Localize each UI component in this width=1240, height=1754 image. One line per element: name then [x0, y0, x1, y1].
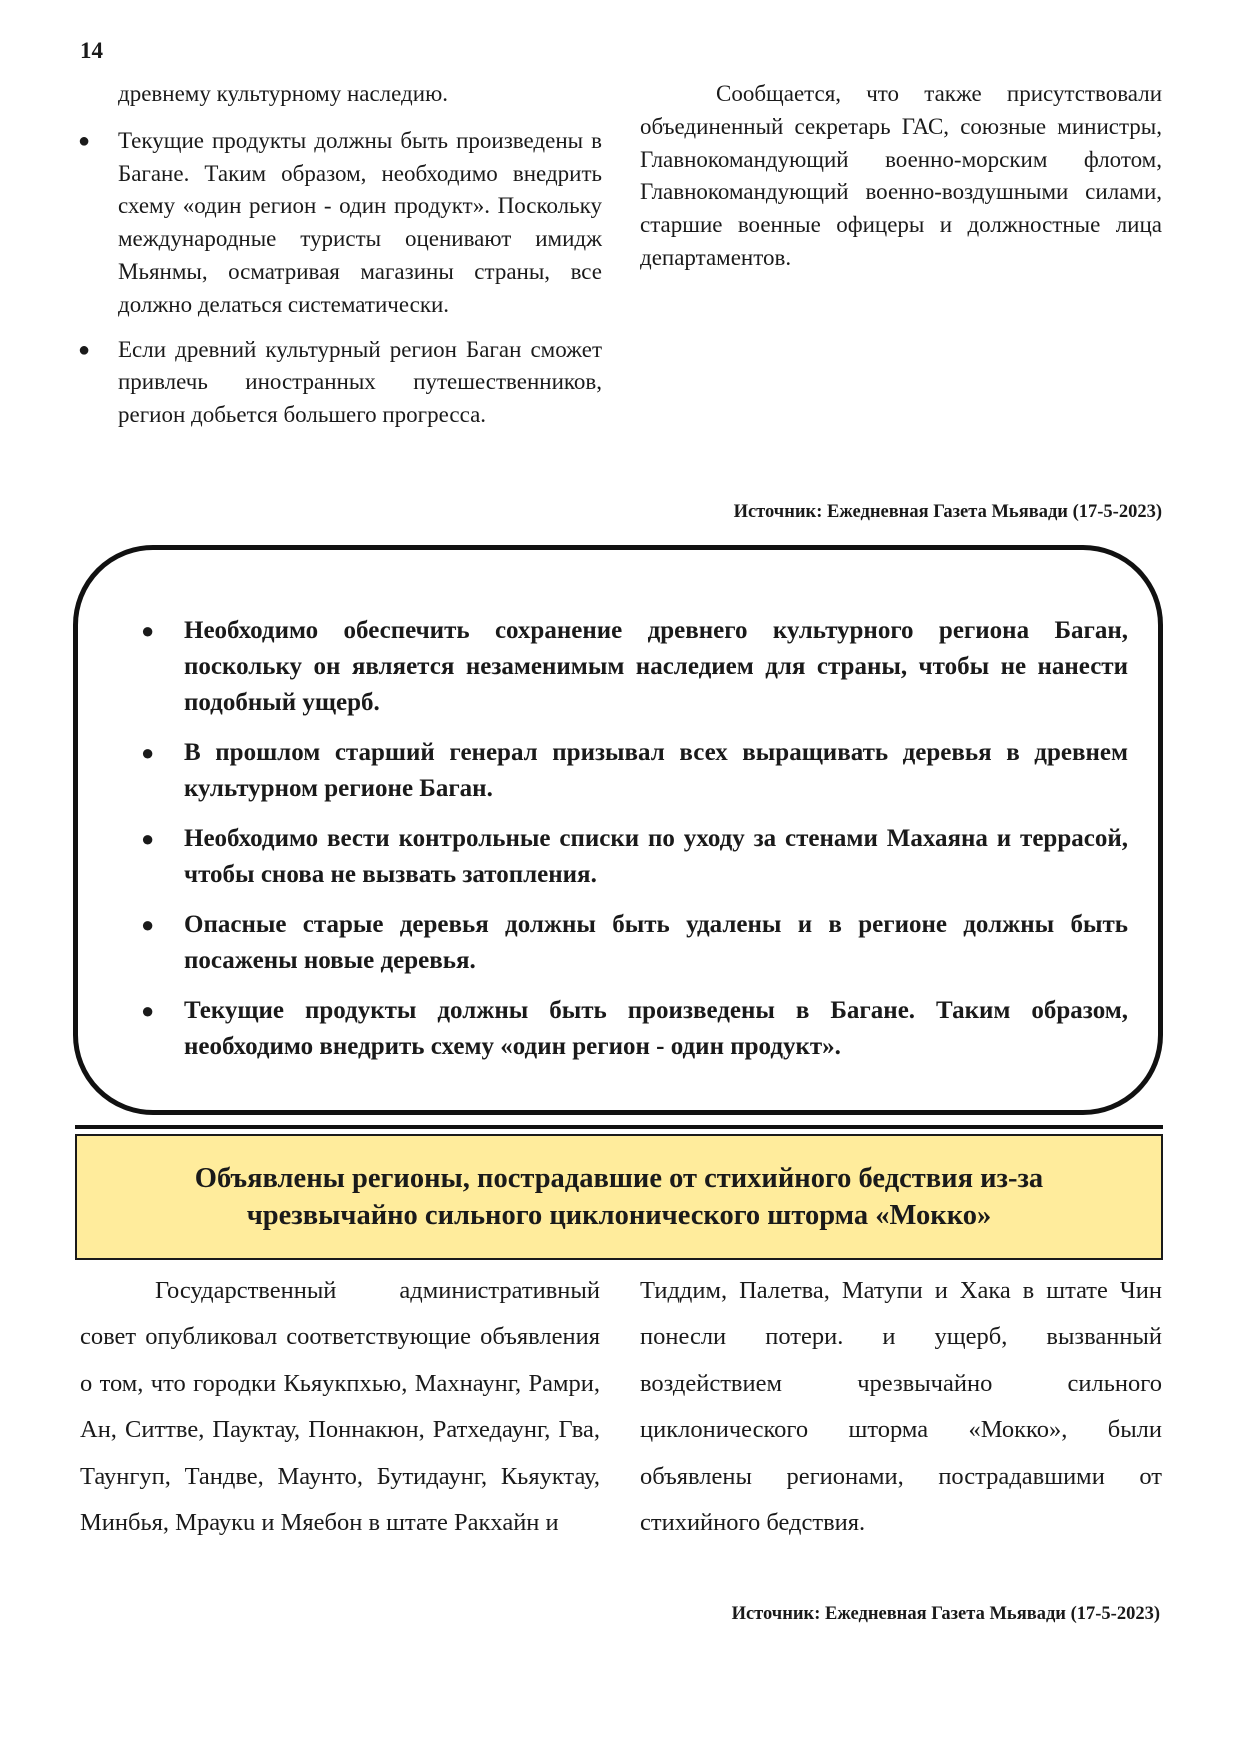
bullet-icon: ● [78, 338, 91, 361]
list-item [141, 907, 1128, 979]
headline-line-2: чрезвычайно сильного циклонического шторма «Мокко» [246, 1200, 992, 1231]
bullet-icon: ● [141, 740, 155, 765]
list-item-text: Текущие продукты должны быть произведены в Багане. Таким образом, необходимо внедрить схему «один регион - один продукт». [184, 997, 1128, 1060]
source-citation: Источник: Ежедневная Газета Мьявади (17-5-2023) [731, 1604, 1160, 1624]
bullet-icon: ● [141, 826, 155, 851]
article-right-column [640, 1268, 1162, 1546]
bullet-icon: ● [78, 129, 91, 152]
list-item [141, 993, 1128, 1065]
list-item-text: Текущие продукты должны быть произведены в Багане. Таким образом, необходимо внедрить схему «один регион - один продукт». Поскольку международные туристы оценивают имидж Мьянмы, осматривая магазины страны, все должно делаться систематически. [118, 127, 602, 317]
article-left-column [80, 1268, 600, 1546]
source-citation: Источник: Ежедневная Газета Мьявади (17-5-2023) [733, 502, 1162, 522]
list-item-text: В прошлом старший генерал призывал всех выращивать деревья в древнем культурном регионе Баган. [184, 739, 1128, 802]
section-divider [75, 1125, 1163, 1129]
continuation-text: древнему культурному наследию. [118, 81, 448, 106]
bullet-icon: ● [141, 618, 155, 643]
summary-bullet-list [78, 550, 1158, 1065]
top-right-column [640, 78, 1162, 275]
list-item-text: Если древний культурный регион Баган сможет привлечь иностранных путешественников, регион добьется большего прогресса. [118, 336, 602, 428]
article-left-text: Государственный административный совет опубликовал соответствующие объявления о том, что городки Кьяукпхью, Махнаунг, Рамри, Ан, Ситтве, Пауктау, Поннакюн, Ратхедаунг, Гва, Таунгуп, Тандве, Маунто, Бутидаунг, Кьяуктау, Минбья, Мраукu и Мяебон в штате Ракхайн и [80, 1277, 600, 1537]
list-item [141, 821, 1128, 893]
top-left-bullet-list [78, 125, 602, 432]
top-left-column [78, 78, 602, 444]
article-right-text: Тиддим, Палетва, Матупи и Хака в штате Чин понесли потери. и ущерб, вызванный воздействием чрезвычайно сильного циклонического шторма «Мокко», были объявлены регионами, пострадавшими от стихийного бедствия. [640, 1277, 1162, 1537]
list-item [78, 334, 602, 432]
list-item [141, 735, 1128, 807]
list-item-text: Необходимо вести контрольные списки по уходу за стенами Махаяна и террасой, чтобы снова не вызвать затопления. [184, 825, 1128, 888]
list-item-text: Необходимо обеспечить сохранение древнего культурного региона Баган, поскольку он является незаменимым наследием для страны, чтобы не нанести подобный ущерб. [184, 617, 1128, 716]
list-item [141, 613, 1128, 721]
article-headline [75, 1134, 1163, 1260]
summary-box [73, 545, 1163, 1115]
list-item [78, 125, 602, 322]
bullet-icon: ● [141, 912, 155, 937]
page-number: 14 [80, 38, 103, 63]
bullet-icon: ● [141, 998, 155, 1023]
list-item-text: Опасные старые деревья должны быть удалены и в регионе должны быть посажены новые деревья. [184, 911, 1128, 974]
attendees-paragraph: Сообщается, что также присутствовали объединенный секретарь ГАС, союзные министры, Главнокомандующий военно-морским флотом, Главнокомандующий военно-воздушными силами, старшие военные офицеры и должностные лица департаментов. [640, 81, 1162, 270]
headline-line-1: Объявлены регионы, пострадавшие от стихийного бедствия из-за [194, 1163, 1044, 1194]
